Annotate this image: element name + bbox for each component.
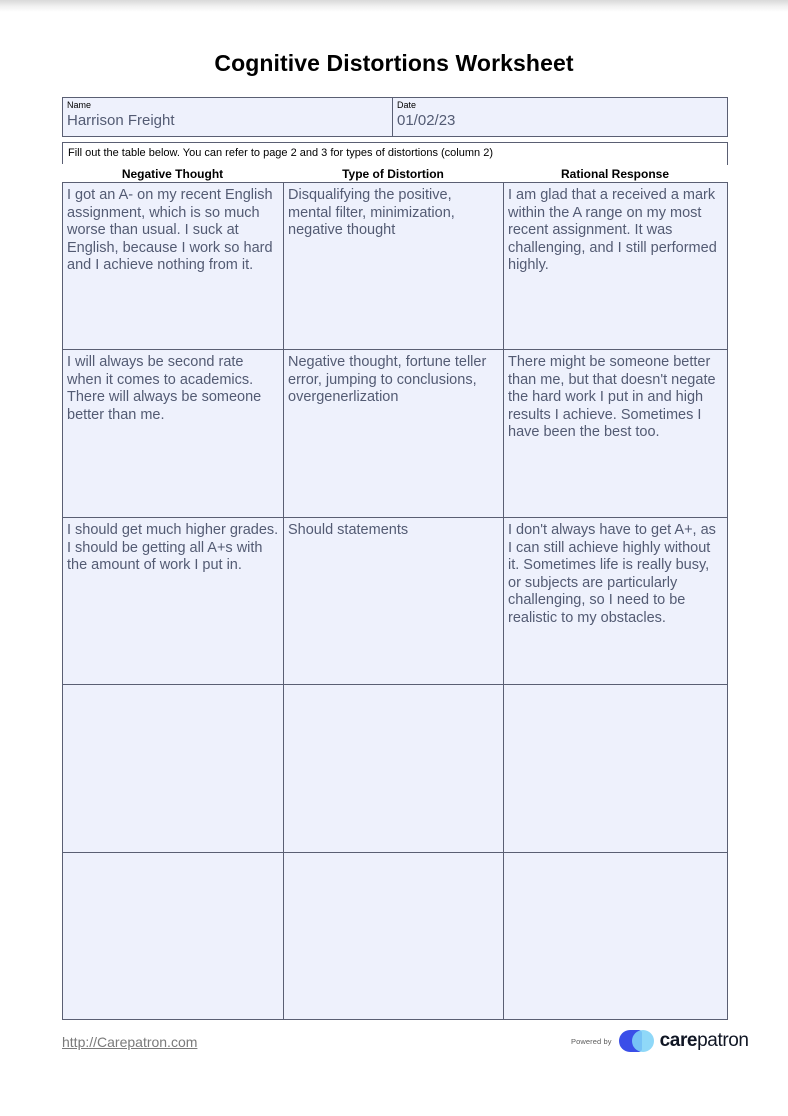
cell-rational-response[interactable] xyxy=(504,685,728,853)
table-row xyxy=(63,685,728,853)
instruction-table xyxy=(62,142,728,165)
cell-text[interactable] xyxy=(284,685,503,693)
cell-text[interactable]: I should get much higher grades. I should be getting all A+s with the amount of work I put in. xyxy=(67,522,283,574)
cell-type-of-distortion[interactable] xyxy=(284,350,504,518)
cell-negative-thought[interactable] xyxy=(63,685,284,853)
cell-text[interactable]: I am glad that a received a mark within the A range on my most recent assignment. It was challenging, and I still performed highly. xyxy=(508,187,721,274)
powered-by-block xyxy=(571,1026,749,1056)
cell-text[interactable]: I will always be second rate when it comes to academics. There will always be someone better than me. xyxy=(67,354,266,423)
patient-info-table xyxy=(62,97,728,137)
cell-type-of-distortion[interactable] xyxy=(284,853,504,1020)
cell-text[interactable]: Disqualifying the positive, mental filter, minimization, negative thought xyxy=(288,187,459,239)
cell-text[interactable] xyxy=(63,853,283,861)
column-header-negative-thought: Negative Thought xyxy=(62,164,283,185)
viewer-top-edge xyxy=(0,0,788,12)
logo-circle-shape xyxy=(632,1030,654,1052)
cell-negative-thought[interactable] xyxy=(63,350,284,518)
cell-text[interactable] xyxy=(284,853,503,861)
cell-type-of-distortion[interactable] xyxy=(284,685,504,853)
table-row xyxy=(63,350,728,518)
worksheet-grid xyxy=(62,182,728,1020)
carepatron-logo xyxy=(619,1029,749,1053)
carepatron-wordmark xyxy=(660,1030,749,1052)
name-cell[interactable] xyxy=(63,98,393,137)
cell-type-of-distortion[interactable] xyxy=(284,183,504,350)
table-row xyxy=(63,518,728,685)
column-header-rational-response: Rational Response xyxy=(503,164,727,185)
carepatron-logo-icon xyxy=(619,1029,655,1053)
name-label: Name xyxy=(67,100,92,110)
table-row xyxy=(63,98,728,137)
table-row xyxy=(63,143,728,165)
cell-text[interactable] xyxy=(504,685,727,693)
wordmark-care: care xyxy=(659,1030,698,1051)
cell-text[interactable]: Negative thought, fortune teller error, jumping to conclusions, overgenerlization xyxy=(288,354,491,406)
cell-negative-thought[interactable] xyxy=(63,853,284,1020)
cell-negative-thought[interactable] xyxy=(63,183,284,350)
date-value[interactable]: 01/02/23 xyxy=(397,112,456,129)
cell-text[interactable]: Should statements xyxy=(288,522,409,538)
page-title: Cognitive Distortions Worksheet xyxy=(214,50,574,76)
cell-negative-thought[interactable] xyxy=(63,518,284,685)
instruction-cell xyxy=(63,143,728,165)
cell-text[interactable]: I got an A- on my recent English assignment, which is so much worse than usual. I suck at English, because I work so hard and I achieve nothing from it. xyxy=(67,187,277,274)
cell-rational-response[interactable] xyxy=(504,350,728,518)
cell-text[interactable]: I don't always have to get A+, as I can still achieve highly without it. Sometimes life is really busy, or subjects are particularly challenging, so I need to be realistic to my obstacles. xyxy=(508,522,720,626)
carepatron-url-link[interactable]: http://Carepatron.com xyxy=(62,1034,198,1050)
column-header-type-of-distortion: Type of Distortion xyxy=(283,164,503,185)
cell-text[interactable] xyxy=(63,685,283,693)
instruction-text: Fill out the table below. You can refer to page 2 and 3 for types of distortions (column 2) xyxy=(68,147,493,159)
table-row xyxy=(63,183,728,350)
cell-type-of-distortion[interactable] xyxy=(284,518,504,685)
table-row xyxy=(63,853,728,1020)
name-value[interactable]: Harrison Freight xyxy=(67,112,175,129)
date-cell[interactable] xyxy=(393,98,728,137)
cell-text[interactable]: There might be someone better than me, but that doesn't negate the hard work I put in and high results I achieve. Sometimes I have been the best too. xyxy=(508,354,720,441)
wordmark-patron: patron xyxy=(697,1030,749,1051)
cell-rational-response[interactable] xyxy=(504,518,728,685)
date-label: Date xyxy=(397,100,417,110)
cell-rational-response[interactable] xyxy=(504,853,728,1020)
cell-rational-response[interactable] xyxy=(504,183,728,350)
powered-by-label: Powered by xyxy=(571,1036,612,1046)
cell-text[interactable] xyxy=(504,853,727,861)
